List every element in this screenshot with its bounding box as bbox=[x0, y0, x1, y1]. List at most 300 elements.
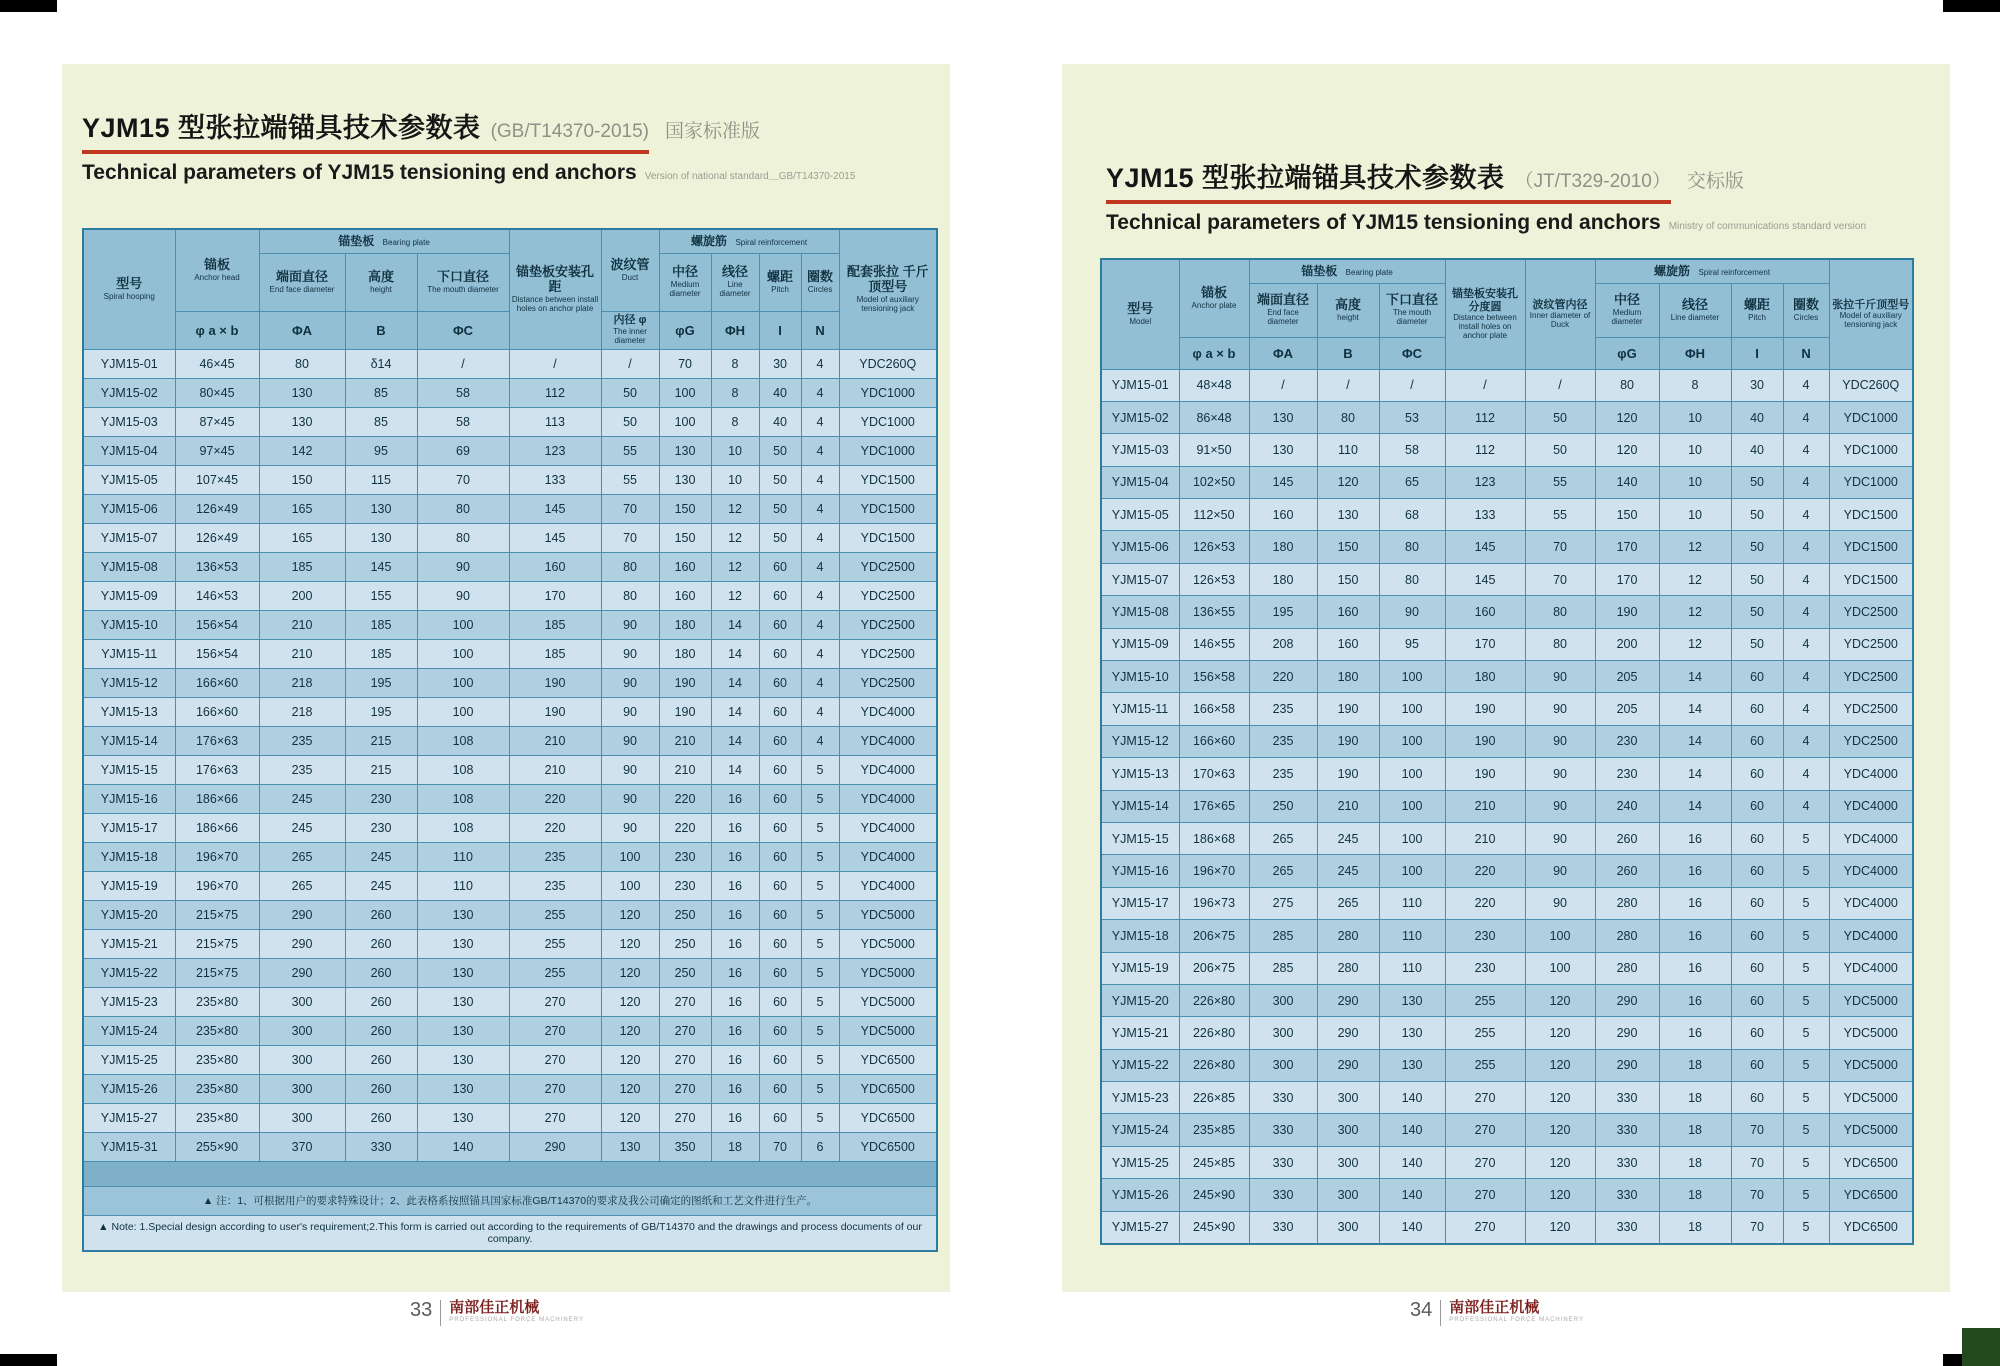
table-row bbox=[83, 697, 937, 726]
table-cell: 110 bbox=[1379, 920, 1445, 952]
group-spiral-reinforcement: 螺旋筋 Spiral reinforcement bbox=[659, 229, 839, 253]
table-cell: 80 bbox=[417, 494, 509, 523]
sym-line: ΦH bbox=[711, 311, 759, 349]
table-cell: 195 bbox=[345, 697, 417, 726]
table-cell: 150 bbox=[659, 494, 711, 523]
table-cell: 145 bbox=[509, 494, 601, 523]
table-cell: 100 bbox=[1379, 855, 1445, 887]
table-cell: 5 bbox=[801, 871, 839, 900]
sym-medium: φG bbox=[1595, 337, 1659, 369]
table-cell: 235×80 bbox=[175, 1016, 259, 1045]
table-cell: 4 bbox=[801, 349, 839, 378]
table-cell: 260 bbox=[345, 929, 417, 958]
table-cell: 166×60 bbox=[175, 697, 259, 726]
table-cell: 218 bbox=[259, 668, 345, 697]
table-cell: 330 bbox=[1249, 1146, 1317, 1178]
table-cell: 300 bbox=[259, 1074, 345, 1103]
table-cell: 18 bbox=[1659, 1114, 1731, 1146]
table-row bbox=[83, 610, 937, 639]
table-cell: 4 bbox=[1783, 434, 1829, 466]
col-circles: 圈数 Circles bbox=[801, 253, 839, 311]
table-cell: 300 bbox=[1317, 1211, 1379, 1244]
table-cell: 65 bbox=[1379, 466, 1445, 498]
table-cell: 245 bbox=[259, 813, 345, 842]
table-cell: 5 bbox=[1783, 822, 1829, 854]
table-cell: 100 bbox=[417, 639, 509, 668]
table-cell: YDC5000 bbox=[1829, 1114, 1913, 1146]
table-cell: / bbox=[1379, 369, 1445, 401]
table-cell: 140 bbox=[1379, 1179, 1445, 1211]
table-cell: 130 bbox=[1249, 434, 1317, 466]
table-cell: 260 bbox=[345, 1103, 417, 1132]
table-cell: YJM15-07 bbox=[1101, 563, 1179, 595]
table-cell: 100 bbox=[1379, 790, 1445, 822]
sym-line: ΦH bbox=[1659, 337, 1731, 369]
crop-mark-top-right bbox=[1943, 0, 2000, 12]
table-cell: 190 bbox=[509, 697, 601, 726]
table-cell: 120 bbox=[1595, 401, 1659, 433]
page-title-block-right bbox=[1106, 156, 1866, 235]
table-cell: 160 bbox=[1317, 628, 1379, 660]
table-cell: 275 bbox=[1249, 887, 1317, 919]
table-cell: 60 bbox=[759, 697, 801, 726]
group-bearing-plate: 锚垫板 Bearing plate bbox=[1249, 259, 1445, 283]
table-cell: 14 bbox=[711, 639, 759, 668]
table-cell: 8 bbox=[1659, 369, 1731, 401]
footer-right bbox=[1377, 1300, 1617, 1326]
table-cell: 146×53 bbox=[175, 581, 259, 610]
table-cell: YDC4000 bbox=[839, 813, 937, 842]
table-cell: 50 bbox=[1731, 466, 1783, 498]
table-row bbox=[1101, 1179, 1913, 1211]
table-cell: 210 bbox=[659, 755, 711, 784]
table-cell: YDC2500 bbox=[1829, 628, 1913, 660]
table-cell: 60 bbox=[1731, 855, 1783, 887]
table-cell: 250 bbox=[1249, 790, 1317, 822]
table-cell: 185 bbox=[345, 639, 417, 668]
table-cell: 100 bbox=[1525, 952, 1595, 984]
table-cell: YJM15-13 bbox=[1101, 758, 1179, 790]
table-cell: 180 bbox=[1445, 661, 1525, 693]
col-height: 高度 height bbox=[345, 253, 417, 311]
table-cell: 330 bbox=[1249, 1179, 1317, 1211]
table-cell: YJM15-20 bbox=[1101, 984, 1179, 1016]
table-cell: YJM15-26 bbox=[1101, 1179, 1179, 1211]
table-cell: 16 bbox=[711, 784, 759, 813]
table-cell: 40 bbox=[759, 378, 801, 407]
table-cell: 60 bbox=[1731, 1082, 1783, 1114]
table-cell: 70 bbox=[1731, 1179, 1783, 1211]
table-cell: 4 bbox=[801, 436, 839, 465]
table-cell: 16 bbox=[711, 987, 759, 1016]
table-cell: 170 bbox=[1445, 628, 1525, 660]
table-cell: 300 bbox=[1317, 1114, 1379, 1146]
table-cell: 60 bbox=[1731, 1017, 1783, 1049]
table-cell: 270 bbox=[659, 1016, 711, 1045]
table-cell: 4 bbox=[801, 494, 839, 523]
table-cell: 195 bbox=[345, 668, 417, 697]
page-left bbox=[62, 64, 950, 1292]
group-spiral-reinforcement: 螺旋筋 Spiral reinforcement bbox=[1595, 259, 1829, 283]
table-cell: YJM15-14 bbox=[83, 726, 175, 755]
table-cell: / bbox=[509, 349, 601, 378]
table-cell: 130 bbox=[1379, 984, 1445, 1016]
table-row bbox=[1101, 1146, 1913, 1178]
table-cell: 245 bbox=[1317, 822, 1379, 854]
table-cell: 110 bbox=[1379, 952, 1445, 984]
table-cell: 16 bbox=[711, 1016, 759, 1045]
table-cell: 230 bbox=[1445, 952, 1525, 984]
table-cell: YJM15-06 bbox=[1101, 531, 1179, 563]
table-row bbox=[1101, 725, 1913, 757]
table-cell: YJM15-27 bbox=[83, 1103, 175, 1132]
sym-end-face: ΦA bbox=[259, 311, 345, 349]
table-row bbox=[1101, 531, 1913, 563]
table-cell: 280 bbox=[1595, 887, 1659, 919]
table-cell: / bbox=[1445, 369, 1525, 401]
table-cell: 112 bbox=[1445, 401, 1525, 433]
table-cell: 140 bbox=[1595, 466, 1659, 498]
table-cell: 108 bbox=[417, 813, 509, 842]
table-cell: 90 bbox=[601, 668, 659, 697]
table-cell: YJM15-22 bbox=[1101, 1049, 1179, 1081]
table-cell: 140 bbox=[1379, 1082, 1445, 1114]
table-cell: 260 bbox=[345, 958, 417, 987]
table-cell: YJM15-10 bbox=[83, 610, 175, 639]
table-cell: 260 bbox=[345, 987, 417, 1016]
brand-subtext: PROFESSIONAL FORCE MACHINERY bbox=[449, 1316, 584, 1323]
table-cell: 80 bbox=[601, 552, 659, 581]
standard-code: （JT/T329-2010） bbox=[1514, 171, 1671, 192]
table-cell: 160 bbox=[659, 581, 711, 610]
table-cell: YJM15-22 bbox=[83, 958, 175, 987]
table-cell: YJM15-19 bbox=[1101, 952, 1179, 984]
table-cell: 5 bbox=[801, 784, 839, 813]
color-patch-green bbox=[1962, 1328, 2000, 1366]
table-cell: 210 bbox=[259, 610, 345, 639]
table-row bbox=[1101, 1049, 1913, 1081]
table-cell: 270 bbox=[659, 987, 711, 1016]
table-cell: 235 bbox=[509, 842, 601, 871]
table-row bbox=[1101, 466, 1913, 498]
table-cell: 235 bbox=[1249, 725, 1317, 757]
table-cell: 100 bbox=[1379, 693, 1445, 725]
table-cell: 120 bbox=[1525, 1146, 1595, 1178]
table-cell: YJM15-17 bbox=[1101, 887, 1179, 919]
table-cell: 285 bbox=[1249, 952, 1317, 984]
table-cell: YDC6500 bbox=[839, 1045, 937, 1074]
table-cell: 4 bbox=[801, 465, 839, 494]
table-cell: 80 bbox=[1525, 628, 1595, 660]
table-cell: YDC6500 bbox=[1829, 1211, 1913, 1244]
table-cell: 60 bbox=[759, 610, 801, 639]
table-cell: YJM15-24 bbox=[1101, 1114, 1179, 1146]
table-cell: 12 bbox=[711, 552, 759, 581]
table-cell: 235 bbox=[1249, 758, 1317, 790]
page-subtitle bbox=[1106, 211, 1866, 235]
table-cell: 130 bbox=[601, 1132, 659, 1161]
table-cell: 250 bbox=[659, 929, 711, 958]
table-cell: 170 bbox=[1595, 531, 1659, 563]
table-cell: 120 bbox=[1525, 1114, 1595, 1146]
table-cell: 58 bbox=[417, 407, 509, 436]
table-cell: 6 bbox=[801, 1132, 839, 1161]
table-cell: 4 bbox=[801, 581, 839, 610]
table-cell: 255 bbox=[509, 929, 601, 958]
table-cell: 80 bbox=[1379, 531, 1445, 563]
table-cell: 155 bbox=[345, 581, 417, 610]
table-cell: 85 bbox=[345, 378, 417, 407]
table-cell: 5 bbox=[801, 755, 839, 784]
page-subtitle-note: Version of national standard＿GB/T14370-2015 bbox=[644, 171, 856, 182]
table-cell: 60 bbox=[759, 755, 801, 784]
table-cell: 215×75 bbox=[175, 900, 259, 929]
table-cell: 330 bbox=[1249, 1211, 1317, 1244]
table-cell: 235 bbox=[1249, 693, 1317, 725]
table-cell: 130 bbox=[417, 900, 509, 929]
table-cell: 60 bbox=[759, 842, 801, 871]
table-cell: 50 bbox=[1731, 596, 1783, 628]
table-cell: 270 bbox=[509, 1045, 601, 1074]
col-anchor-plate: 锚板 Anchor plate bbox=[1179, 259, 1249, 337]
table-row bbox=[1101, 434, 1913, 466]
table-cell: 260 bbox=[345, 1045, 417, 1074]
table-cell: YDC6500 bbox=[1829, 1146, 1913, 1178]
table-cell: 142 bbox=[259, 436, 345, 465]
table-cell: 4 bbox=[1783, 661, 1829, 693]
table-cell: 10 bbox=[711, 436, 759, 465]
table-cell: 16 bbox=[711, 842, 759, 871]
table-cell: 100 bbox=[659, 407, 711, 436]
table-row bbox=[83, 900, 937, 929]
table-cell: 14 bbox=[711, 755, 759, 784]
table-cell: 90 bbox=[1525, 887, 1595, 919]
table-cell: 170×63 bbox=[1179, 758, 1249, 790]
table-cell: 80 bbox=[601, 581, 659, 610]
table-cell: 330 bbox=[1249, 1114, 1317, 1146]
table-cell: 58 bbox=[417, 378, 509, 407]
table-cell: 195 bbox=[1249, 596, 1317, 628]
table-cell: 5 bbox=[801, 842, 839, 871]
table-cell: YJM15-23 bbox=[83, 987, 175, 1016]
table-cell: 5 bbox=[801, 1074, 839, 1103]
table-cell: 5 bbox=[1783, 1082, 1829, 1114]
table-cell: 112×50 bbox=[1179, 499, 1249, 531]
table-cell: YDC4000 bbox=[839, 726, 937, 755]
table-cell: 185 bbox=[345, 610, 417, 639]
table-cell: 120 bbox=[601, 958, 659, 987]
table-cell: 290 bbox=[509, 1132, 601, 1161]
table-cell: YDC6500 bbox=[1829, 1179, 1913, 1211]
table-cell: 80 bbox=[259, 349, 345, 378]
table-cell: YJM15-16 bbox=[1101, 855, 1179, 887]
table-cell: 60 bbox=[759, 552, 801, 581]
table-cell: 50 bbox=[759, 494, 801, 523]
table-cell: 130 bbox=[1249, 401, 1317, 433]
table-cell: 5 bbox=[801, 958, 839, 987]
table-cell: 230 bbox=[1595, 758, 1659, 790]
table-cell: 190 bbox=[1595, 596, 1659, 628]
table-cell: 220 bbox=[1445, 887, 1525, 919]
table-cell: 100 bbox=[417, 610, 509, 639]
table-cell: 90 bbox=[1525, 693, 1595, 725]
table-cell: YDC4000 bbox=[839, 842, 937, 871]
table-cell: 300 bbox=[259, 1103, 345, 1132]
table-cell: 5 bbox=[1783, 920, 1829, 952]
table-cell: YJM15-02 bbox=[83, 378, 175, 407]
table-cell: 130 bbox=[1379, 1049, 1445, 1081]
table-cell: 270 bbox=[659, 1103, 711, 1132]
sym-circles: N bbox=[801, 311, 839, 349]
table-cell: 260 bbox=[345, 900, 417, 929]
crop-mark-top-left bbox=[0, 0, 57, 12]
table-cell: 210 bbox=[509, 726, 601, 755]
table-cell: 100 bbox=[417, 697, 509, 726]
table-body bbox=[1101, 369, 1913, 1244]
table-cell: 58 bbox=[1379, 434, 1445, 466]
table-cell: YJM15-11 bbox=[1101, 693, 1179, 725]
table-row bbox=[83, 349, 937, 378]
table-cell: / bbox=[1525, 369, 1595, 401]
col-end-face-diameter: 端面直径 End face diameter bbox=[1249, 283, 1317, 337]
col-mouth-diameter: 下口直径 The mouth diameter bbox=[417, 253, 509, 311]
table-cell: 90 bbox=[1525, 855, 1595, 887]
table-cell: 235×80 bbox=[175, 1074, 259, 1103]
table-row bbox=[83, 929, 937, 958]
table-cell: 16 bbox=[711, 813, 759, 842]
table-cell: 150 bbox=[259, 465, 345, 494]
table-cell: YJM15-18 bbox=[1101, 920, 1179, 952]
table-row bbox=[83, 1016, 937, 1045]
table-row bbox=[1101, 1017, 1913, 1049]
table-cell: 230 bbox=[1445, 920, 1525, 952]
table-cell: 235×85 bbox=[1179, 1114, 1249, 1146]
table-cell: YJM15-17 bbox=[83, 813, 175, 842]
table-cell: 245 bbox=[345, 842, 417, 871]
table-cell: 60 bbox=[1731, 952, 1783, 984]
table-cell: 226×80 bbox=[1179, 984, 1249, 1016]
table-cell: 290 bbox=[1317, 1049, 1379, 1081]
table-row bbox=[1101, 758, 1913, 790]
table-cell: 86×48 bbox=[1179, 401, 1249, 433]
table-cell: 120 bbox=[1525, 1017, 1595, 1049]
table-row bbox=[1101, 984, 1913, 1016]
parameters-table-gb bbox=[82, 228, 938, 1252]
table-cell: 50 bbox=[1731, 531, 1783, 563]
table-row bbox=[83, 581, 937, 610]
table-cell: 190 bbox=[1317, 693, 1379, 725]
table-cell: 330 bbox=[1595, 1082, 1659, 1114]
table-cell: 14 bbox=[711, 726, 759, 755]
table-cell: 18 bbox=[1659, 1146, 1731, 1178]
table-cell: 50 bbox=[601, 378, 659, 407]
table-row bbox=[83, 407, 937, 436]
table-cell: 245×85 bbox=[1179, 1146, 1249, 1178]
table-cell: 60 bbox=[759, 581, 801, 610]
table-cell: 206×75 bbox=[1179, 920, 1249, 952]
table-cell: 120 bbox=[1525, 1049, 1595, 1081]
table-cell: 18 bbox=[1659, 1082, 1731, 1114]
table-cell: 235×80 bbox=[175, 987, 259, 1016]
table-cell: 5 bbox=[1783, 1146, 1829, 1178]
table-cell: 4 bbox=[801, 726, 839, 755]
col-height: 高度 height bbox=[1317, 283, 1379, 337]
table-cell: 16 bbox=[1659, 1017, 1731, 1049]
col-circles: 圈数 Circles bbox=[1783, 283, 1829, 337]
table-cell: 165 bbox=[259, 494, 345, 523]
table-cell: 60 bbox=[759, 639, 801, 668]
table-cell: 196×70 bbox=[1179, 855, 1249, 887]
table-cell: 60 bbox=[1731, 822, 1783, 854]
table-cell: 50 bbox=[759, 465, 801, 494]
table-cell: 108 bbox=[417, 755, 509, 784]
table-cell: 260 bbox=[345, 1016, 417, 1045]
table-cell: 16 bbox=[711, 1103, 759, 1132]
table-cell: 16 bbox=[711, 900, 759, 929]
table-cell: 10 bbox=[1659, 499, 1731, 531]
table-cell: YJM15-27 bbox=[1101, 1211, 1179, 1244]
table-cell: 200 bbox=[259, 581, 345, 610]
table-cell: 50 bbox=[1731, 499, 1783, 531]
table-cell: 8 bbox=[711, 378, 759, 407]
page-title-block-left bbox=[82, 106, 855, 185]
table-cell: YJM15-07 bbox=[83, 523, 175, 552]
col-install-holes: 锚垫板安装孔距 Distance between install holes on anchor plate bbox=[509, 229, 601, 349]
table-cell: YJM15-06 bbox=[83, 494, 175, 523]
table-cell: 14 bbox=[711, 697, 759, 726]
table-cell: 68 bbox=[1379, 499, 1445, 531]
table-cell: 176×65 bbox=[1179, 790, 1249, 822]
table-cell: 265 bbox=[1249, 855, 1317, 887]
table-cell: 210 bbox=[1445, 790, 1525, 822]
table-cell: 90 bbox=[1525, 758, 1595, 790]
table-row bbox=[83, 494, 937, 523]
sym-pitch: I bbox=[1731, 337, 1783, 369]
table-cell: YDC4000 bbox=[839, 871, 937, 900]
table-cell: 60 bbox=[1731, 661, 1783, 693]
table-cell: 16 bbox=[711, 1074, 759, 1103]
table-cell: δ14 bbox=[345, 349, 417, 378]
table-cell: 70 bbox=[1731, 1146, 1783, 1178]
table-cell: 245×90 bbox=[1179, 1211, 1249, 1244]
table-cell: 90 bbox=[601, 784, 659, 813]
table-cell: YDC5000 bbox=[839, 1016, 937, 1045]
table-cell: 235 bbox=[509, 871, 601, 900]
table-cell: 5 bbox=[801, 1045, 839, 1074]
footer-left bbox=[377, 1300, 617, 1326]
table-cell: 120 bbox=[601, 1103, 659, 1132]
table-row bbox=[83, 958, 937, 987]
table-cell: 80×45 bbox=[175, 378, 259, 407]
table-cell: 230 bbox=[345, 784, 417, 813]
table-cell: 120 bbox=[1317, 466, 1379, 498]
table-row bbox=[1101, 369, 1913, 401]
table-cell: 133 bbox=[1445, 499, 1525, 531]
table-cell: 55 bbox=[601, 436, 659, 465]
col-jack-model: 张拉千斤顶型号 Model of auxiliary tensioning jack bbox=[1829, 259, 1913, 369]
standard-version-tag: 国家标准版 bbox=[664, 121, 760, 142]
page-title: YJM15 型张拉端锚具技术参数表 bbox=[1106, 163, 1505, 193]
table-cell: 60 bbox=[759, 1103, 801, 1132]
table-cell: 8 bbox=[711, 349, 759, 378]
sym-height: B bbox=[1317, 337, 1379, 369]
table-cell: 60 bbox=[759, 1016, 801, 1045]
table-row bbox=[1101, 790, 1913, 822]
table-cell: 4 bbox=[801, 610, 839, 639]
table-cell: / bbox=[601, 349, 659, 378]
table-cell: 226×80 bbox=[1179, 1017, 1249, 1049]
col-medium-diameter: 中径 Medium diameter bbox=[659, 253, 711, 311]
